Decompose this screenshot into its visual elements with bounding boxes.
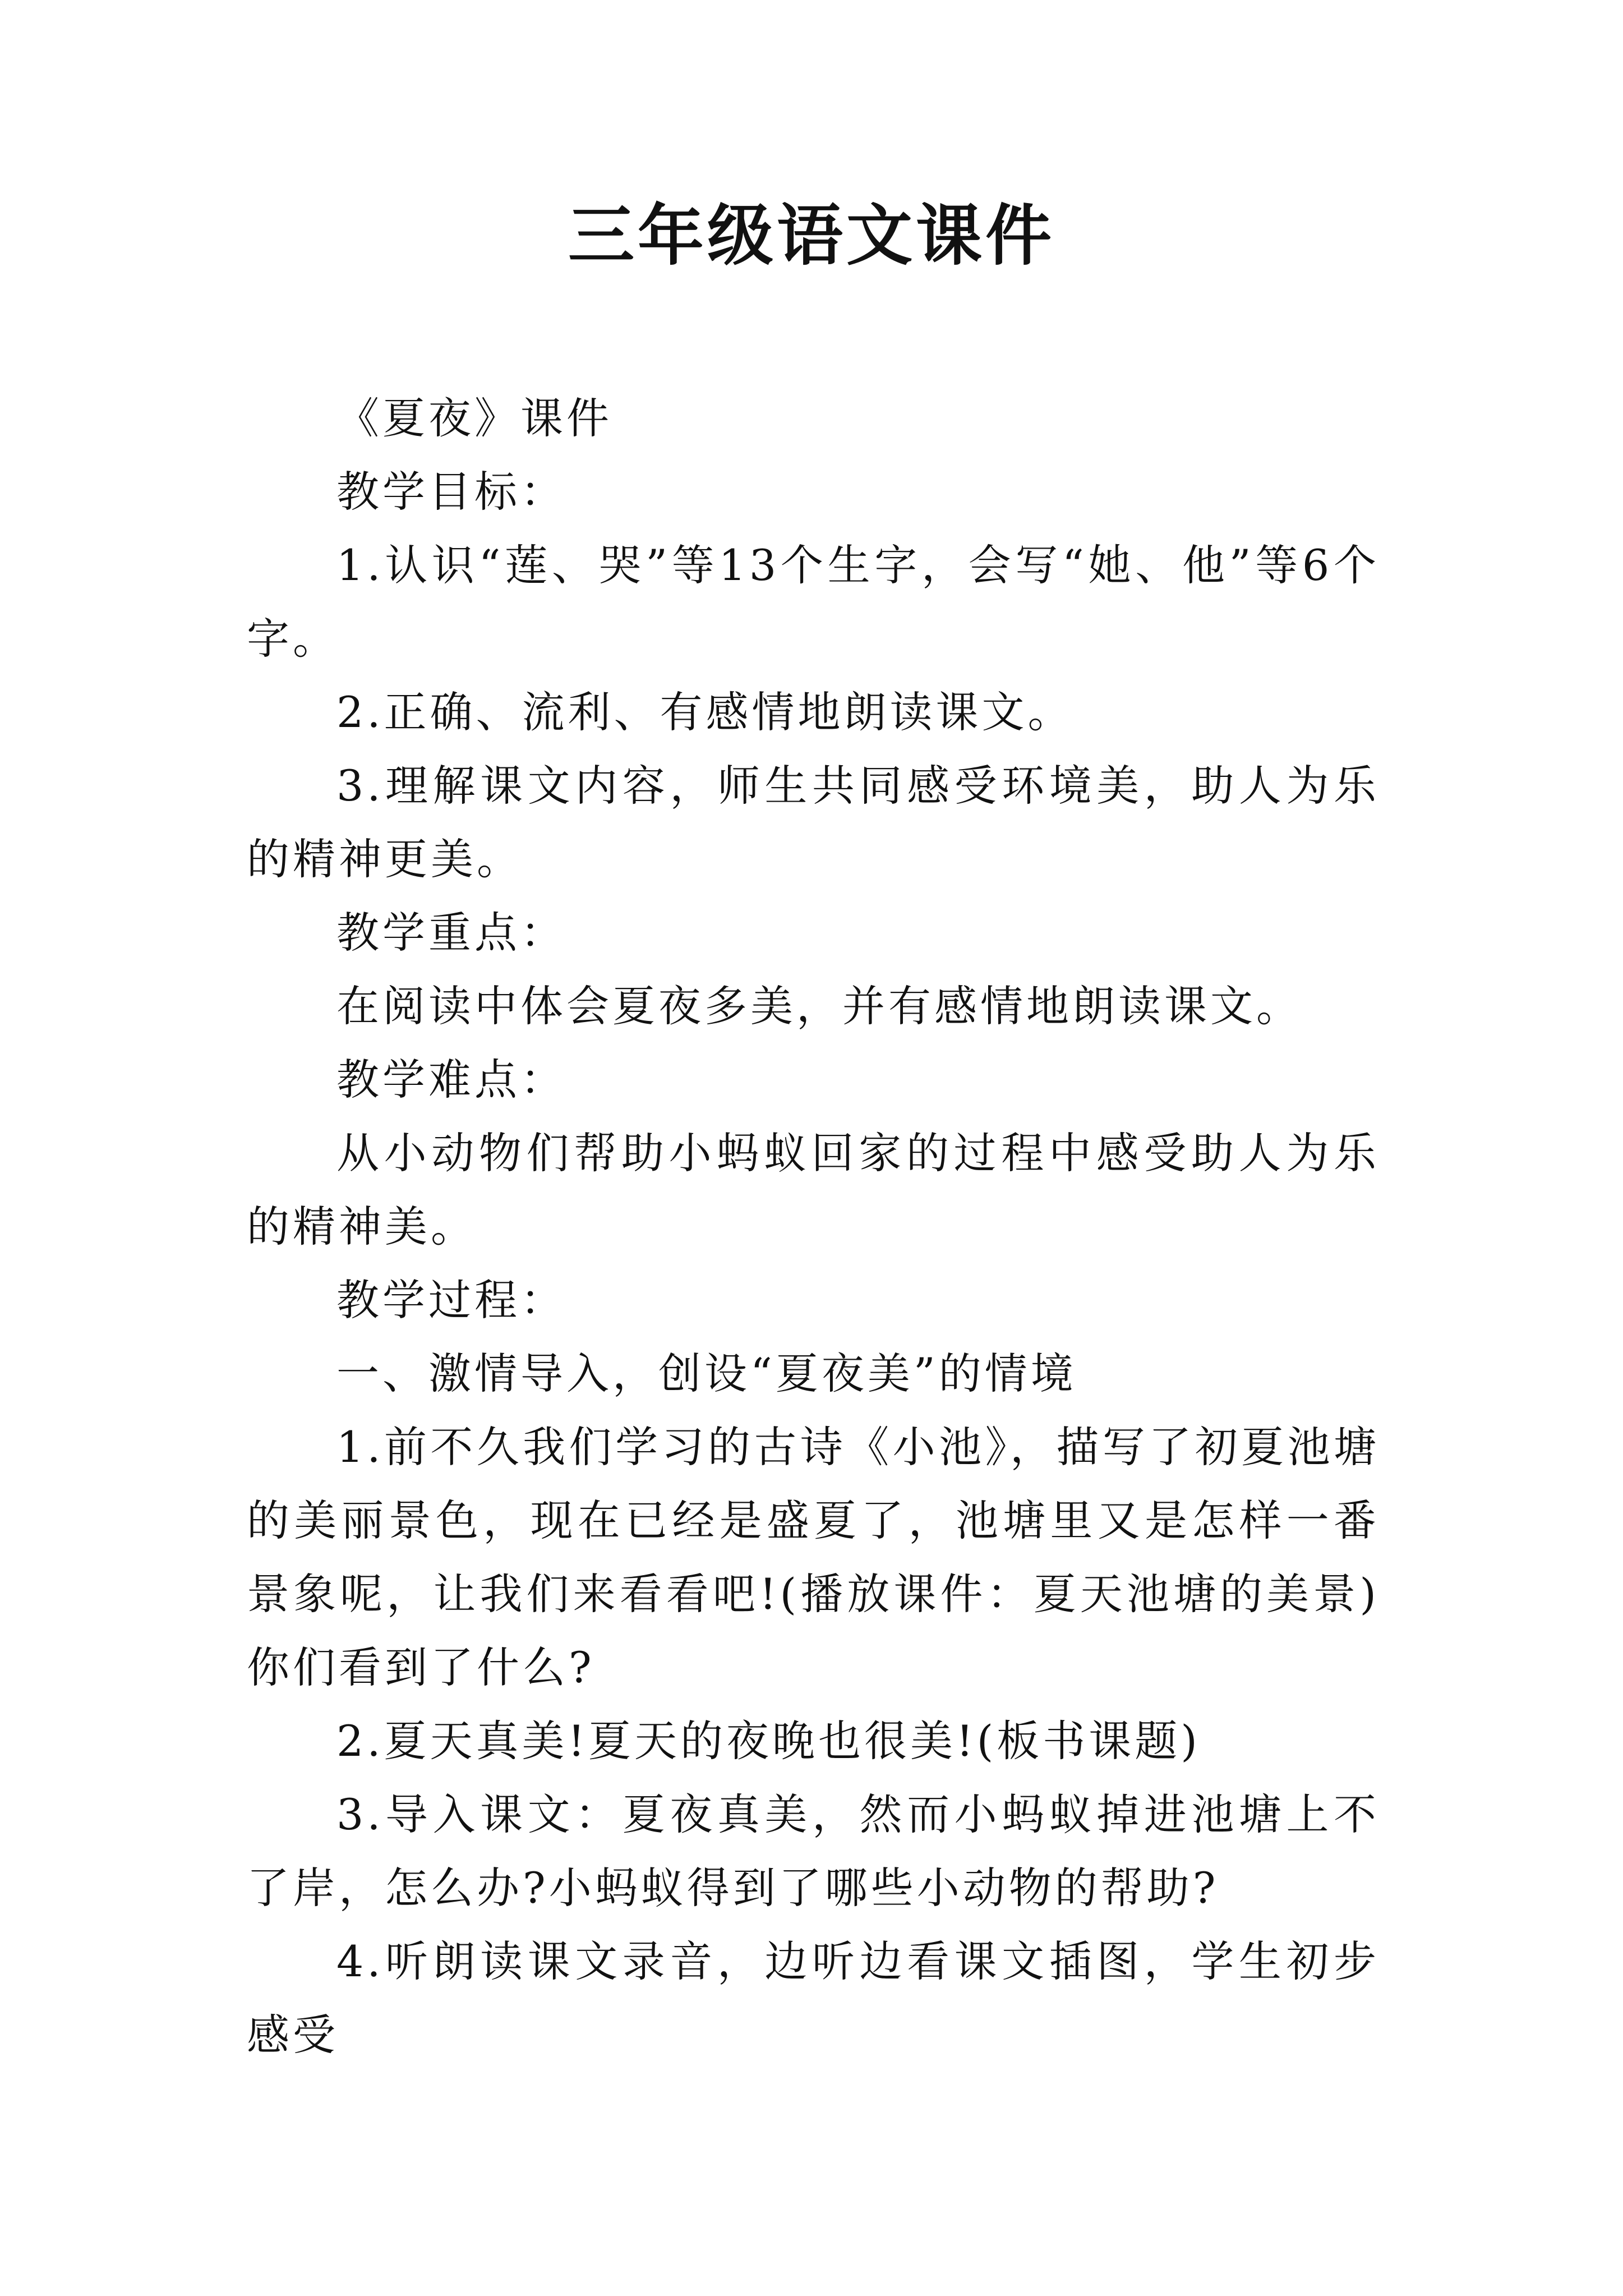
- paragraph-process-heading: 教学过程：: [336, 1275, 566, 1325]
- paragraph-key-points: 在阅读中体会夏夜多美，并有感情地朗读课文。: [336, 981, 1302, 1031]
- paragraph-objectives-heading: 教学目标：: [336, 467, 566, 517]
- paragraph-step-1: 1.前不久我们学习的古诗《小池》，描写了初夏池塘的美丽景色，现在已经是盛夏了，池塘里又是怎样一番景象呢，让我们来看看吧!(播放课件：夏天池塘的美景)你们看到了什么?: [247, 1422, 1380, 1692]
- paragraph-step-2: 2.夏天真美!夏天的夜晚也很美!(板书课题): [336, 1716, 1201, 1766]
- paragraph-step-3: 3.导入课文：夏夜真美，然而小蚂蚁掉进池塘上不了岸，怎么办?小蚂蚁得到了哪些小动物的帮助?: [247, 1789, 1380, 1913]
- document-body: [247, 381, 1380, 2072]
- paragraph-objective-1: 1.认识“莲、哭”等13个生字，会写“她、他”等6个字。: [247, 540, 1380, 664]
- document-title: 三年级语文课件: [568, 196, 1055, 274]
- paragraph-difficulties: 从小动物们帮助小蚂蚁回家的过程中感受助人为乐的精神美。: [247, 1128, 1380, 1251]
- paragraph-objective-2: 2.正确、流利、有感情地朗读课文。: [336, 687, 1074, 737]
- paragraph-difficulties-heading: 教学难点：: [336, 1055, 566, 1105]
- paragraph-step-4: 4.听朗读课文录音，边听边看课文插图，学生初步感受: [247, 1936, 1380, 2060]
- paragraph-section-1-heading: 一、激情导入，创设“夏夜美”的情境: [336, 1349, 1077, 1398]
- paragraph-key-points-heading: 教学重点：: [336, 908, 566, 958]
- paragraph-lesson-title: 《夏夜》课件: [336, 393, 612, 443]
- paragraph-objective-3: 3.理解课文内容，师生共同感受环境美，助人为乐的精神更美。: [247, 761, 1380, 884]
